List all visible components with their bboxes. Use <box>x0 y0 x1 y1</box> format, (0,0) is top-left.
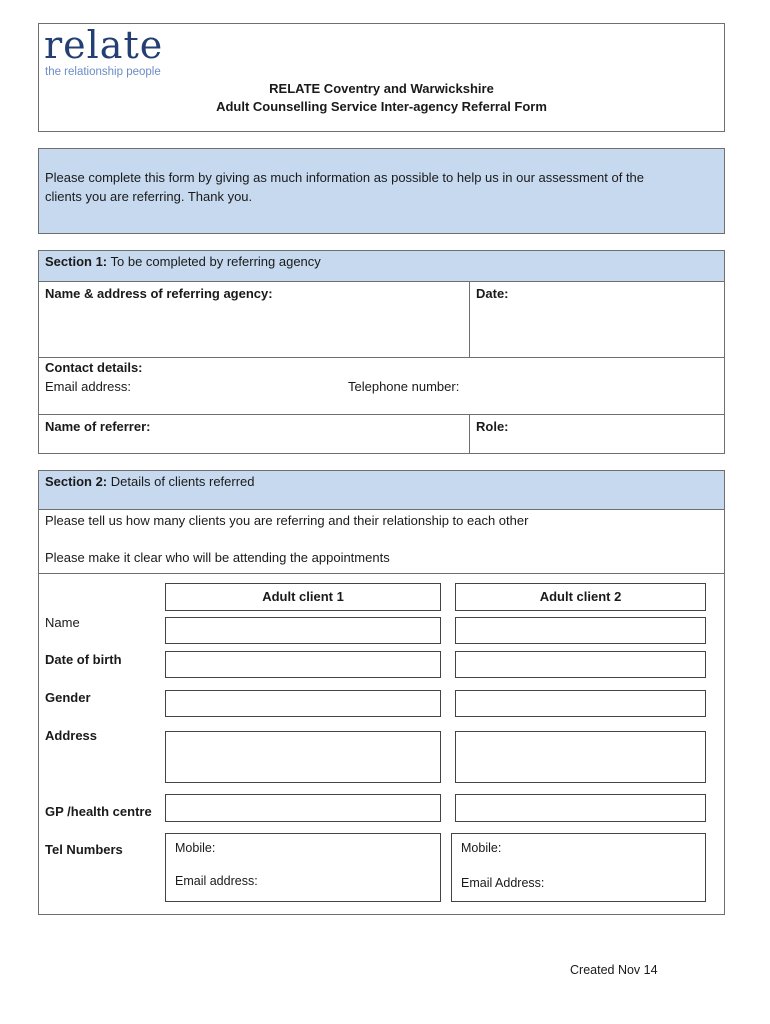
section2-heading-text: Details of clients referred <box>107 474 255 489</box>
divider <box>38 281 725 282</box>
client2-dob-field[interactable] <box>455 651 706 678</box>
row-label-tel: Tel Numbers <box>45 842 123 857</box>
section1-heading <box>45 254 321 270</box>
client2-column-header: Adult client 2 <box>455 583 706 611</box>
phone-label: Telephone number: <box>348 379 460 394</box>
row-label-gp: GP /health centre <box>45 804 152 819</box>
client1-email-label: Email address: <box>175 874 258 888</box>
client1-gender-field[interactable] <box>165 690 441 717</box>
section2-heading <box>45 474 255 490</box>
divider <box>38 357 725 358</box>
date-label: Date: <box>476 286 509 301</box>
client1-mobile-label: Mobile: <box>175 841 216 855</box>
section1-heading-text: To be completed by referring agency <box>107 254 321 269</box>
intro-text-line1: Please complete this form by giving as much information as possible to help us in our assessment of the <box>45 170 645 185</box>
created-date: Created Nov 14 <box>570 963 658 977</box>
client2-email-label: Email Address: <box>461 876 545 890</box>
section1-heading-bold: Section 1: <box>45 254 108 269</box>
intro-text-line2: clients you are referring. Thank you. <box>45 189 253 204</box>
row-label-dob: Date of birth <box>45 652 122 667</box>
client2-gp-field[interactable] <box>455 794 706 822</box>
instruction-clients: Please tell us how many clients you are referring and their relationship to each other <box>45 513 529 528</box>
section2-heading-bold: Section 2: <box>45 474 108 489</box>
client1-dob-field[interactable] <box>165 651 441 678</box>
contact-label: Contact details: <box>45 360 143 375</box>
agency-label: Name & address of referring agency: <box>45 286 273 301</box>
client2-name-field[interactable] <box>455 617 706 644</box>
row-label-gender: Gender <box>45 690 91 705</box>
client1-gp-field[interactable] <box>165 794 441 822</box>
instruction-attendance: Please make it clear who will be attending the appointments <box>45 550 390 565</box>
agency-field[interactable] <box>40 304 467 356</box>
divider <box>38 509 725 510</box>
role-label: Role: <box>476 419 509 434</box>
form-title-line2: Adult Counselling Service Inter-agency Referral Form <box>216 99 547 114</box>
client1-name-field[interactable] <box>165 617 441 644</box>
client2-mobile-label: Mobile: <box>461 841 502 855</box>
referrer-label: Name of referrer: <box>45 419 151 434</box>
date-field[interactable] <box>471 304 723 356</box>
divider <box>38 573 725 574</box>
client1-address-field[interactable] <box>165 731 441 783</box>
client1-column-header: Adult client 1 <box>165 583 441 611</box>
relate-logo: relate <box>44 23 164 67</box>
client2-gender-field[interactable] <box>455 690 706 717</box>
row-label-address: Address <box>45 728 98 743</box>
row-label-name: Name <box>45 615 80 630</box>
email-label: Email address: <box>45 379 131 394</box>
logo-tagline: the relationship people <box>45 66 161 78</box>
divider <box>469 414 470 454</box>
form-title-line1: RELATE Coventry and Warwickshire <box>269 81 494 96</box>
divider <box>38 414 725 415</box>
client2-address-field[interactable] <box>455 731 706 783</box>
divider <box>469 281 470 357</box>
